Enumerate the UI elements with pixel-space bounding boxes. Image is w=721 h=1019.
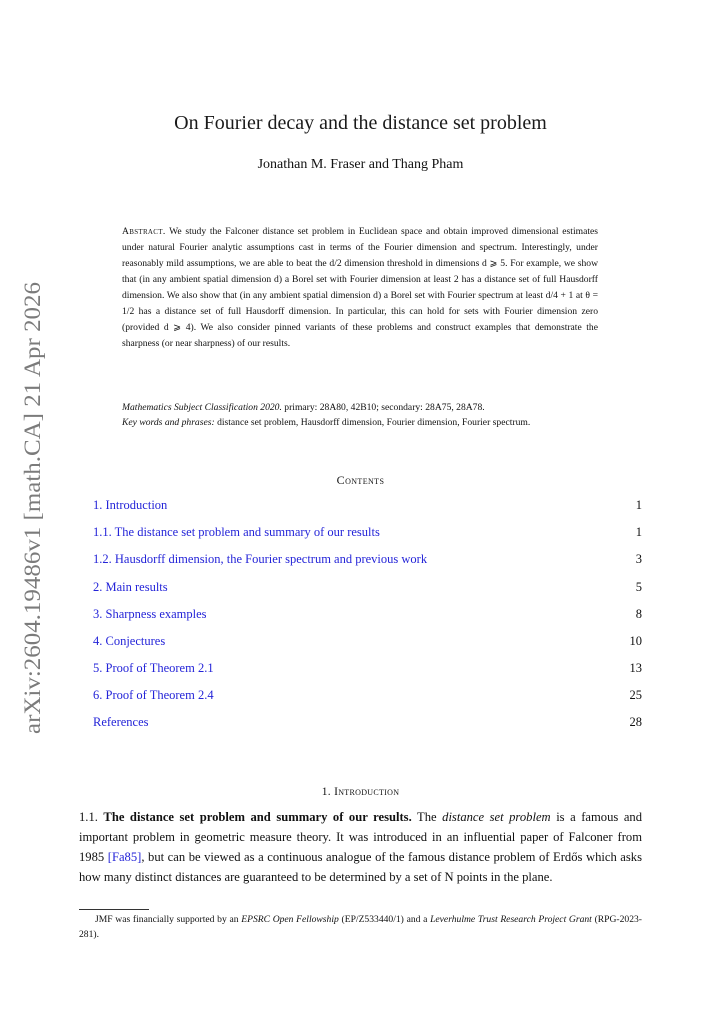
keywords (122, 415, 598, 430)
toc-page: 8 (635, 607, 642, 621)
toc-label[interactable]: 1. Introduction (93, 498, 168, 512)
footnote-text: (EP/Z533440/1) and a (341, 914, 428, 925)
msc-label: Mathematics Subject Classification 2020. (122, 402, 282, 413)
arxiv-identifier: arXiv:2604.19486v1 [math.CA] 21 Apr 2026 (20, 317, 45, 734)
intro-text: The (417, 810, 437, 824)
arxiv-side-stamp (12, 282, 46, 734)
intro-paragraph (79, 807, 642, 887)
toc-label[interactable]: 3. Sharpness examples (93, 607, 207, 621)
paper-title: On Fourier decay and the distance set problem (174, 112, 547, 134)
toc-label[interactable]: 1.1. The distance set problem and summary of our results (93, 525, 380, 539)
toc-page: 13 (629, 661, 642, 675)
toc-label[interactable]: 4. Conjectures (93, 634, 166, 648)
toc-page: 10 (629, 634, 642, 648)
abstract-text: We study the Falconer distance set problem in Euclidean space and obtain improved dimensional estimates under natural Fourier analytic assumptions cast in terms of the Fourier dimension and spectrum. Interestingly, under reasonably mild assumptions, we are able to beat the d/2 dimension threshold in dimensions d ⩾ 5. For example, we show that (in any ambient spatial dimension d) a Borel set with Fourier dimension at least 2 has a distance set of full Hausdorff dimension. We also show that (in any ambient spatial dimension d) a Borel set with Fourier spectrum at least d/4 + 1 at θ = 1/2 has a distance set of full Hausdorff dimension. In particular, this can hold for sets with Fourier dimension zero (provided d ⩾ 4). We also consider pinned variants of these problems and construct examples that demonstrate the sharpness (or near sharpness) of our results. (122, 226, 599, 349)
toc-page: 1 (635, 525, 642, 539)
toc-label[interactable]: 2. Main results (93, 580, 168, 594)
keywords-text: distance set problem, Hausdorff dimension, Fourier dimension, Fourier spectrum. (217, 417, 531, 428)
subsection-title: The distance set problem and summary of our results. (103, 810, 412, 824)
emphasized-term: distance set problem (442, 810, 551, 824)
abstract (122, 224, 598, 352)
subsection-number: 1.1. (79, 810, 98, 824)
toc-entry-hausdorff-dimension[interactable] (93, 552, 642, 567)
abstract-label: Abstract. (122, 226, 166, 237)
toc-entry-references[interactable] (93, 715, 642, 730)
toc-entry-main-results[interactable] (93, 580, 642, 595)
toc-page: 25 (629, 688, 642, 702)
paper-authors: Jonathan M. Fraser and Thang Pham (257, 157, 464, 172)
keywords-label: Key words and phrases: (122, 417, 215, 428)
grant-name: EPSRC Open Fellowship (241, 914, 339, 925)
toc-page: 5 (635, 580, 642, 594)
toc-entry-distance-set-problem[interactable] (93, 525, 642, 540)
citation-link-fa85[interactable]: [Fa85] (107, 850, 142, 864)
contents-heading: Contents (336, 473, 385, 487)
toc-entry-introduction[interactable] (93, 498, 642, 513)
toc-entry-conjectures[interactable] (93, 634, 642, 649)
intro-text: , but can be viewed as a continuous analogue of the famous distance problem of Erdős which asks how many distinct distances are guaranteed to be determined by a set of N points in the plane. (79, 850, 642, 884)
grant-name: Leverhulme Trust Research Project Grant (430, 914, 592, 925)
funding-footnote (79, 912, 642, 942)
footnote-divider (79, 909, 149, 910)
toc-label[interactable]: 5. Proof of Theorem 2.1 (93, 661, 214, 675)
msc-text: primary: 28A80, 42B10; secondary: 28A75, 28A78. (284, 402, 485, 413)
msc-classification (122, 400, 598, 415)
footnote-text: JMF was financially supported by an (95, 914, 239, 925)
section-heading-introduction: 1. Introduction (321, 786, 400, 798)
toc-page: 3 (635, 552, 642, 566)
footnote-text: (RPG-2023-281). (79, 914, 642, 940)
toc-page: 1 (635, 498, 642, 512)
toc-entry-proof-theorem-2-4[interactable] (93, 688, 642, 703)
toc-page: 28 (629, 715, 642, 729)
intro-text: is a famous and important problem in geometric measure theory. It was introduced in an influential paper of Falconer from 1985 (79, 810, 642, 864)
toc-label[interactable]: 6. Proof of Theorem 2.4 (93, 688, 214, 702)
toc-label[interactable]: References (93, 715, 149, 729)
toc-entry-proof-theorem-2-1[interactable] (93, 661, 642, 676)
toc-entry-sharpness-examples[interactable] (93, 607, 642, 622)
toc-label[interactable]: 1.2. Hausdorff dimension, the Fourier spectrum and previous work (93, 552, 428, 566)
